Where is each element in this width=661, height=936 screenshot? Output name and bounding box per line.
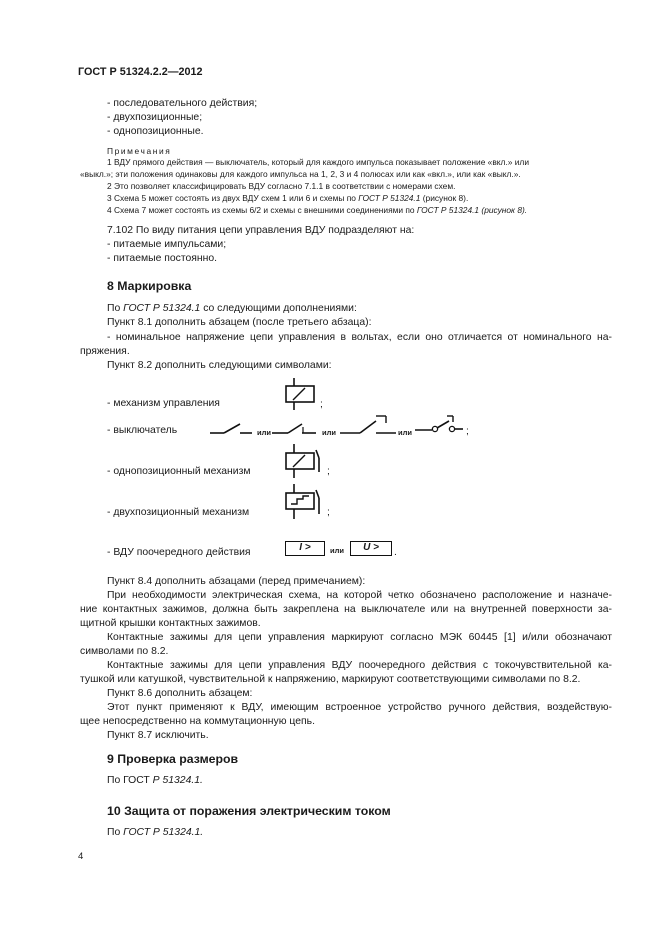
paragraph: По ГОСТ Р 51324.1 со следующими дополнениями: — [107, 303, 357, 314]
switch-symbol-3 — [340, 413, 402, 435]
paragraph-cont: щитной крышки контактных зажимов. — [80, 618, 261, 629]
or-word: или — [398, 428, 412, 437]
paragraph: По ГОСТ Р 51324.1. — [107, 827, 204, 838]
list-item: - питаемые импульсами; — [107, 239, 227, 250]
note-4: 4 Схема 7 может состоять из схемы 6/2 и схемы с внешними соединениями по ГОСТ Р 51324.1 (рисунок 8). — [107, 205, 528, 215]
paragraph-cont: тушкой или катушкой, чувствительной к напряжению, маркируют соответствующими символами по 8.2. — [80, 674, 581, 685]
symbol-label-sequential: - ВДУ поочередного действия — [107, 547, 251, 558]
or-word: или — [322, 428, 336, 437]
list-item: - питаемые постоянно. — [107, 253, 218, 264]
paragraph: Пункт 8.6 дополнить абзацем: — [107, 688, 253, 699]
section-9-heading: 9 Проверка размеров — [107, 752, 239, 766]
paragraph: Контактные зажимы для цепи управления маркируют согласно МЭК 60445 [1] и/или обозначают — [107, 632, 612, 643]
switch-symbol-1 — [210, 420, 255, 436]
list-item: - последовательного действия; — [107, 98, 258, 109]
symbol-label-single: - однопозиционный механизм — [107, 466, 251, 477]
paragraph: Пункт 8.2 дополнить следующими символами: — [107, 360, 332, 371]
note-1-cont: «выкл.»; эти положения одинаковы для каждого импульса на 1, 2, 3 и 4 полюсах или как «вкл.», или как «выкл.». — [80, 169, 521, 179]
single-position-mechanism-symbol — [280, 444, 328, 480]
list-item: - двухпозиционные; — [107, 112, 203, 123]
paragraph: - номинальное напряжение цепи управления в вольтах, если оно отличается от номинального на- — [107, 332, 612, 343]
paragraph: Этот пункт применяют к ВДУ, имеющим встроенное устройство ручного действия, воздействую- — [107, 702, 612, 713]
punctuation: ; — [327, 507, 330, 518]
or-word: или — [330, 546, 344, 555]
list-item: - однопозиционные. — [107, 126, 204, 137]
paragraph: ние контактных зажимов, должна быть закреплена на выключателе или на внутренней поверхности за- — [80, 604, 612, 615]
clause-7-102: 7.102 По виду питания цепи управления ВДУ подразделяют на: — [107, 225, 415, 236]
paragraph: По ГОСТ Р 51324.1. — [107, 775, 203, 786]
paragraph: Пункт 8.7 исключить. — [107, 730, 209, 741]
current-relay-symbol: I > — [285, 541, 325, 556]
notes-title: Примечания — [107, 146, 172, 156]
paragraph: При необходимости электрическая схема, на которой четко обозначено расположение и назначе- — [107, 590, 612, 601]
voltage-relay-symbol: U > — [350, 541, 392, 556]
symbol-label-control: - механизм управления — [107, 398, 220, 409]
punctuation: ; — [466, 426, 469, 437]
or-word: или — [257, 428, 271, 437]
paragraph-cont: щее непосредственно на коммутационную цепь. — [80, 716, 315, 727]
punctuation: ; — [327, 466, 330, 477]
section-10-heading: 10 Защита от поражения электрическим током — [107, 804, 391, 818]
double-position-mechanism-symbol — [280, 484, 328, 522]
paragraph: Пункт 8.1 дополнить абзацем (после третьего абзаца): — [107, 317, 372, 328]
punctuation: . — [394, 547, 397, 558]
symbol-label-double: - двухпозиционный механизм — [107, 507, 250, 518]
punctuation: ; — [320, 399, 323, 410]
symbol-label-switch: - выключатель — [107, 425, 178, 436]
note-3: 3 Схема 5 может состоять из двух ВДУ схем 1 или 6 и схемы по ГОСТ Р 51324.1 (рисунок 8). — [107, 193, 469, 203]
paragraph-cont: пряжения. — [80, 346, 130, 357]
control-mechanism-symbol — [280, 378, 325, 413]
switch-symbol-4 — [415, 413, 465, 435]
paragraph: Пункт 8.4 дополнить абзацами (перед примечанием): — [107, 576, 366, 587]
section-8-heading: 8 Маркировка — [107, 279, 192, 293]
note-1: 1 ВДУ прямого действия — выключатель, который для каждого импульса показывает положение «вкл.» или — [107, 157, 529, 167]
document-header: ГОСТ Р 51324.2.2—2012 — [78, 66, 203, 78]
paragraph: Контактные зажимы для цепи управления ВДУ поочередного действия с токочувствительной ка- — [107, 660, 612, 671]
page-number: 4 — [78, 851, 84, 862]
note-2: 2 Это позволяет классифицировать ВДУ согласно 7.1.1 в соответствии с номерами схем. — [107, 181, 456, 191]
switch-symbol-2 — [272, 420, 320, 436]
paragraph-cont: символами по 8.2. — [80, 646, 169, 657]
